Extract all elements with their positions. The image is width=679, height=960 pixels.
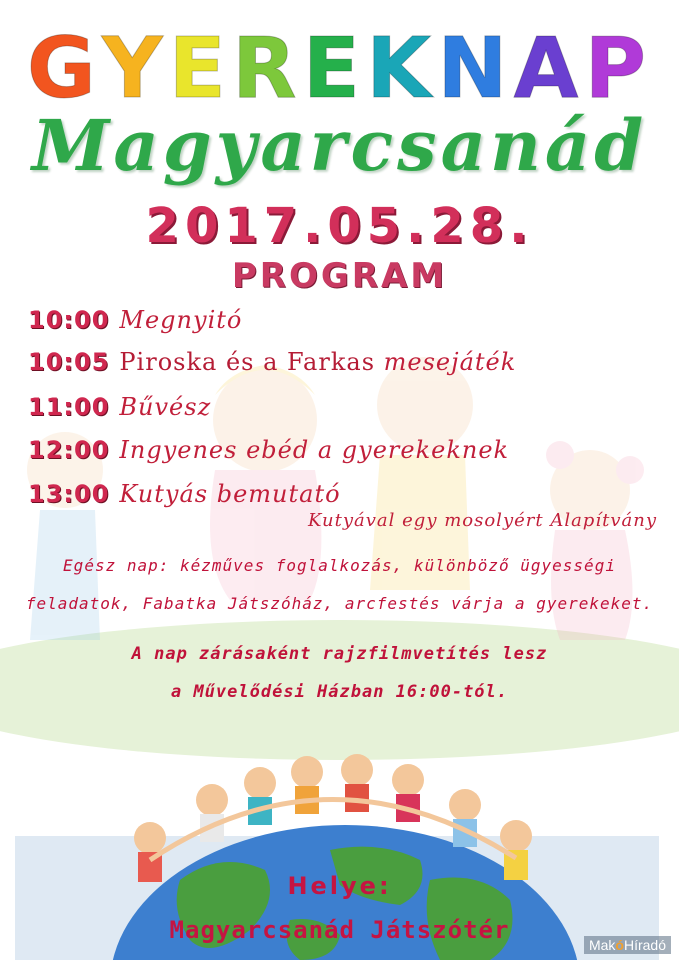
event-title — [0, 18, 679, 118]
title-letter: P — [584, 19, 653, 117]
program-description: Ingyenes ebéd a gyerekeknek — [119, 436, 510, 464]
title-letter: G — [26, 19, 102, 117]
location-name: Magyarcsanád Játszótér — [169, 916, 510, 944]
program-time: 10:00 — [28, 306, 110, 334]
program-description: Piroska és a Farkas — [119, 348, 384, 376]
watermark-part-3: Híradó — [623, 937, 666, 953]
watermark — [584, 936, 671, 954]
program-description: Kutyás bemutató — [119, 480, 341, 508]
watermark-part-2: ó — [615, 937, 624, 953]
title-letter: Y — [101, 19, 169, 117]
program-item — [28, 393, 211, 421]
program-description: Megnyitó — [119, 306, 243, 334]
closing-note-line-1: A nap zárásaként rajzfilmvetítés lesz — [131, 644, 548, 664]
title-letter: E — [302, 19, 367, 117]
event-date: 2017.05.28. — [145, 198, 534, 254]
all-day-note-line-1: Egész nap: kézműves foglalkozás, különböző ügyességi — [63, 556, 616, 575]
program-time: 11:00 — [28, 393, 110, 421]
watermark-part-1: Mak — [588, 937, 616, 953]
location-label: Helye: — [287, 872, 392, 900]
village-title: Magyarcsanád — [31, 104, 648, 187]
title-letter: R — [232, 19, 303, 117]
program-item — [28, 306, 242, 334]
program-description: mesejáték — [383, 348, 517, 376]
foundation-name: Kutyával egy mosolyért Alapítvány — [307, 510, 657, 531]
program-time: 10:05 — [28, 348, 110, 376]
program-item — [28, 348, 516, 376]
closing-note-line-2: a Művelődési Házban 16:00-tól. — [170, 682, 509, 702]
title-letter: K — [366, 19, 438, 117]
title-letter: E — [168, 19, 233, 117]
title-letter: A — [513, 19, 585, 117]
program-item — [28, 436, 509, 464]
title-letter: N — [437, 19, 514, 117]
program-heading: PROGRAM — [231, 256, 448, 296]
program-item — [28, 480, 341, 508]
all-day-note-line-2: feladatok, Fabatka Játszóház, arcfestés várja a gyerekeket. — [25, 594, 654, 613]
program-description: Bűvész — [119, 393, 212, 421]
program-time: 13:00 — [28, 480, 110, 508]
program-time: 12:00 — [28, 436, 110, 464]
